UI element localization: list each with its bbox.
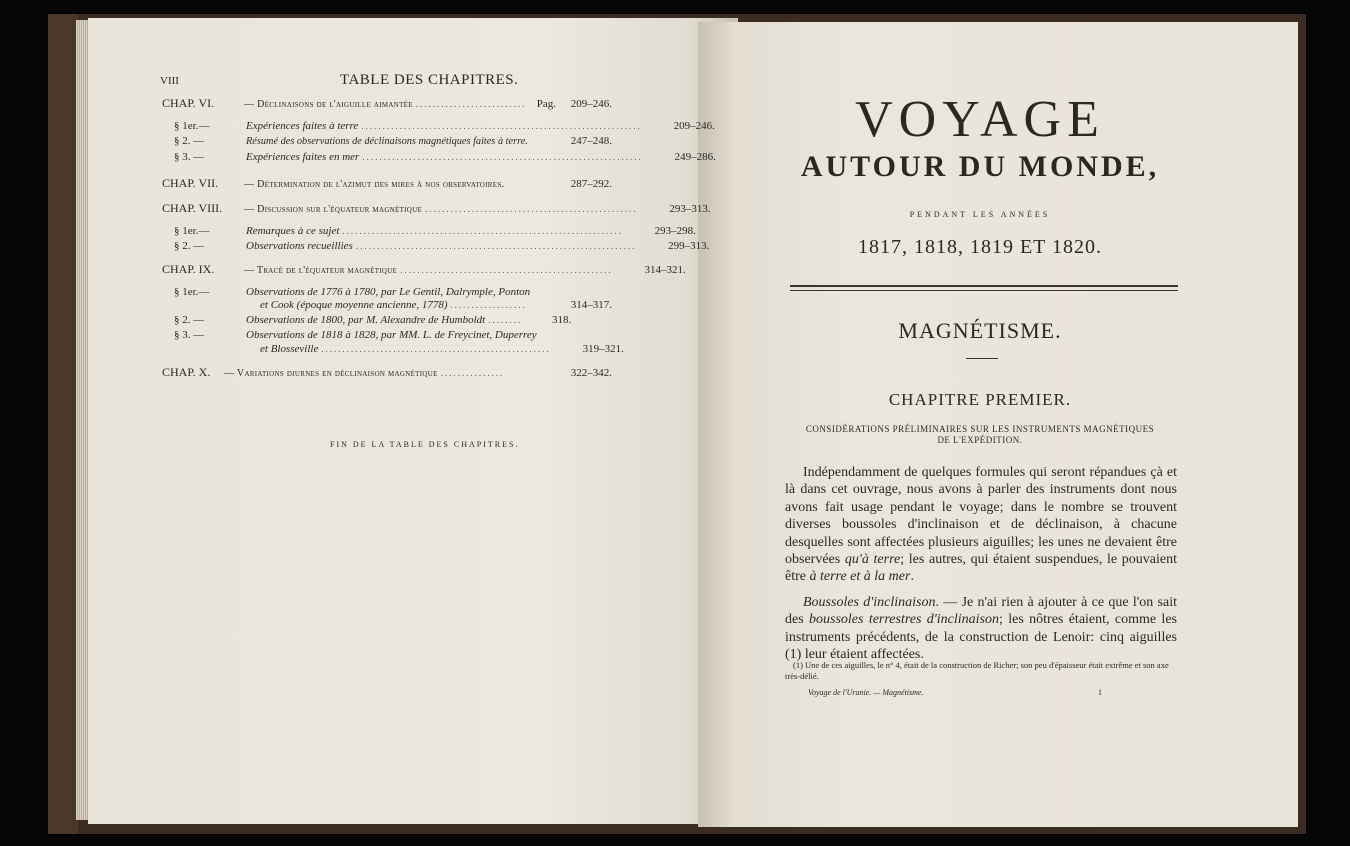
double-rule-thin [790, 290, 1178, 291]
toc-entry: § 1er.— Observations de 1776 à 1780, par Le Gentil, Dalrymple, Ponton et Cook (époque moyenne ancienne, 1778) .................. 314–317. [174, 285, 612, 312]
end-of-table-note: FIN DE LA TABLE DES CHAPITRES. [330, 440, 520, 449]
toc-entry: § 2. — Observations de 1800, par M. Alexandre de Humboldt ........ 318. [174, 314, 572, 327]
page-footer [808, 688, 1108, 697]
toc-entry: CHAP. X. — Variations diurnes en déclinaison magnétique ............... 322–342. [162, 364, 612, 379]
footer-page-number: 1 [1098, 688, 1102, 697]
toc-entry: § 1er.— Expériences faites à terre .................................................................. 209–246. [174, 120, 715, 133]
body-text [785, 464, 1177, 663]
chapter-subtitle: CONSIDÉRATIONS PRÉLIMINAIRES SUR LES INSTRUMENTS MAGNÉTIQUES DE L'EXPÉDITION. [805, 424, 1155, 446]
book-cover-edge [48, 14, 78, 834]
pendant-label: PENDANT LES ANNÉES [909, 210, 1051, 219]
short-rule [966, 358, 998, 359]
toc-entry: CHAP. VII. — Détermination de l'azimut des mires à nos observatoires. 287–292. [162, 175, 612, 190]
toc-entry: § 2. — Observations recueillies .................................................................. 299–313. [174, 240, 710, 253]
years-line: 1817, 1818, 1819 ET 1820. [857, 236, 1103, 258]
toc-entry: § 3. — Observations de 1818 à 1828, par MM. L. de Freycinet, Duperrey et Blosseville ...................................................... 319–321. [174, 329, 624, 355]
toc-entry: § 2. — Résumé des observations de déclinaisons magnétiques faites à terre. 247–248. [174, 135, 612, 148]
toc-entry: CHAP. VIII. — Discussion sur l'équateur magnétique .................................................. 293–313. [162, 201, 711, 216]
footer-text: Voyage de l'Uranie. — Magnétisme. [808, 688, 924, 697]
footnote: (1) Une de ces aiguilles, le n° 4, était de la construction de Richer; son peu d'épaisseur était extrême et son axe très-délié. [785, 660, 1169, 681]
page-number: VIII [160, 75, 179, 87]
toc-entry: CHAP. IX. — Tracé de l'équateur magnétique .................................................. 314–321. [162, 261, 686, 276]
running-title: TABLE DES CHAPITRES. [340, 72, 519, 88]
table-of-contents [162, 96, 716, 380]
toc-entry: § 1er.— Remarques à ce sujet .................................................................. 293–298. [174, 225, 696, 238]
double-rule [790, 285, 1178, 287]
chapter-title: CHAPITRE PREMIER. [888, 390, 1072, 409]
book-title: VOYAGE [855, 91, 1105, 148]
paragraph: Boussoles d'inclinaison. — Je n'ai rien à ajouter à ce que l'on sait des boussoles terrestres d'inclinaison; les nôtres étaient, comme les instruments précédents, de la construction de Lenoir: cinq aiguilles (1) leur étaient affectées. [785, 594, 1177, 663]
section-title: MAGNÉTISME. [898, 318, 1062, 343]
book-subtitle: AUTOUR DU MONDE, [800, 150, 1160, 183]
toc-entry: § 3. — Expériences faites en mer .................................................................. 249–286. [174, 150, 716, 163]
toc-entry: CHAP. VI. — Déclinaisons de l'aiguille aimantée .......................... Pag. 209–246. [162, 96, 612, 110]
paragraph: Indépendamment de quelques formules qui seront répandues çà et là dans cet ouvrage, nous avons à parler des instruments dont nous avons fait usage pendant le voyage; dans le nombre se trouvent diverses boussoles d'inclinaison et de déclinaison, à chacune desquelles sont affectées plusieurs aiguilles; les unes ne devaient être observées qu'à terre; les autres, qui étaient suspendues, le pouvaient être à terre et à la mer. [785, 465, 1178, 585]
